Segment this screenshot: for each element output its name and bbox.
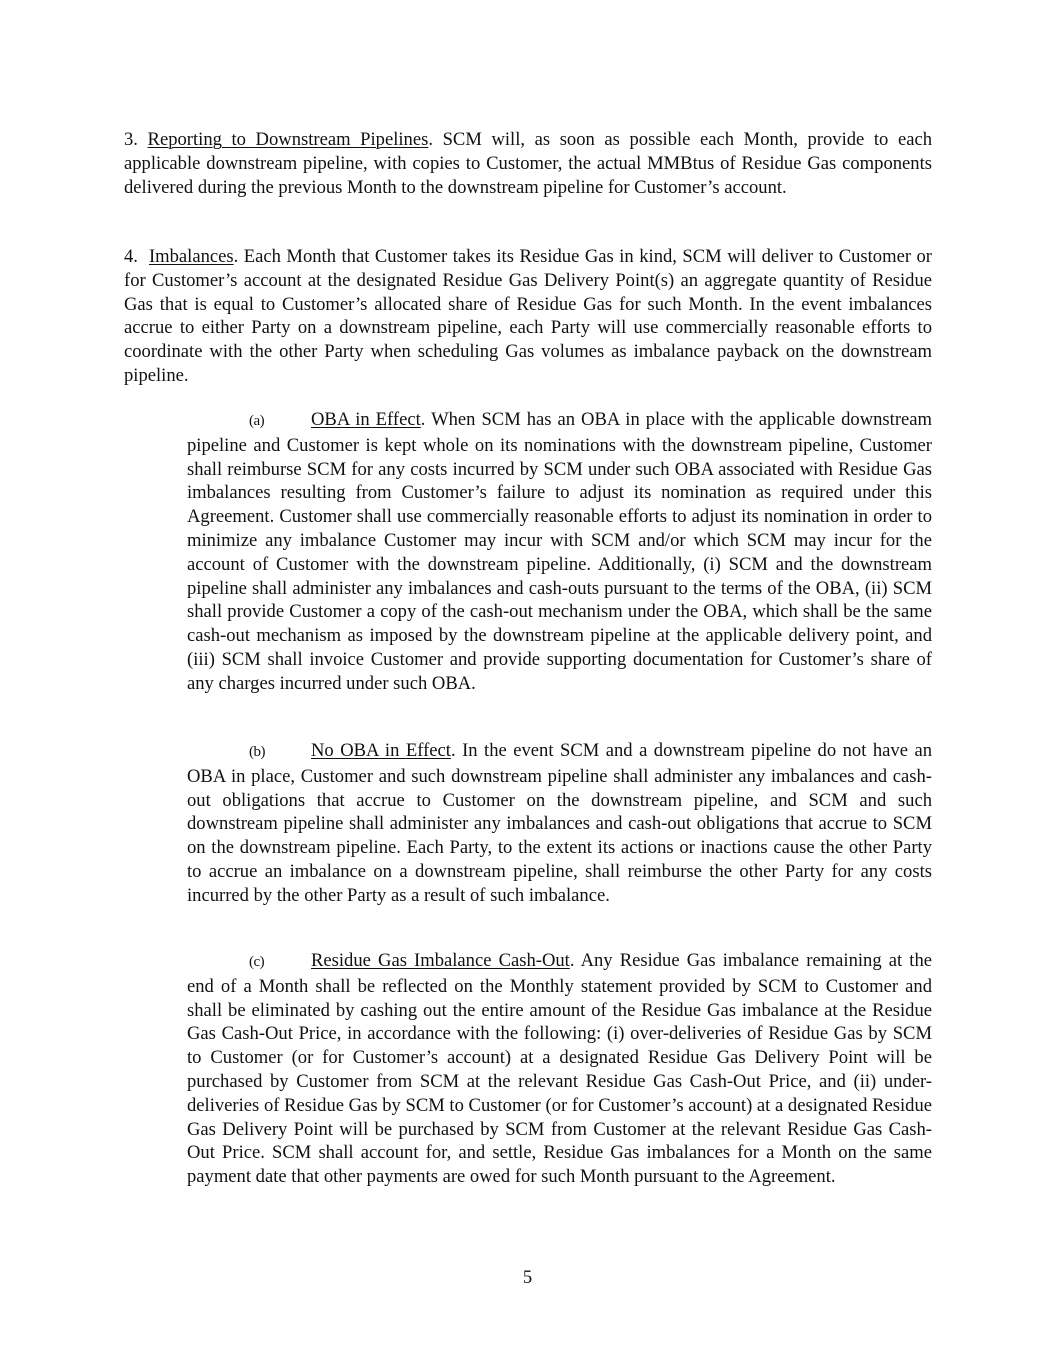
subsection-label: (b)	[249, 744, 265, 760]
subsection-label: (a)	[249, 413, 265, 429]
subsection-a-oba-in-effect	[187, 408, 932, 696]
section-3-reporting	[124, 128, 932, 199]
subsection-body: . When SCM has an OBA in place with the applicable downstream pipeline and Customer is kept whole on its nominations with the downstream pipeline, Customer shall reimburse SCM for any costs incurred by SCM under such OBA associated with Residue Gas imbalances resulting from Customer’s failure to adjust its nomination as required under this Agreement. Customer shall use commercially reasonable efforts to adjust its nomination in order to minimize any imbalance Customer may incur with SCM and/or which SCM may incur for the account of Customer with the downstream pipeline. Additionally, (i) SCM and the downstream pipeline shall administer any imbalances and cash-outs pursuant to the terms of the OBA, (ii) SCM shall provide Customer a copy of the cash-out mechanism under the OBA, which shall be the same cash-out mechanism as imposed by the downstream pipeline at the applicable delivery point, and (iii) SCM shall invoice Customer and provide supporting documentation for Customer’s share of any charges incurred under such OBA.	[187, 409, 932, 694]
subsection-body: . In the event SCM and a downstream pipeline do not have an OBA in place, Customer and such downstream pipeline shall administer any imbalances and cash-out obligations that accrue to Customer on the downstream pipeline, and SCM and such downstream pipeline shall administer any imbalances and cash-out obligations that accrue to SCM on the downstream pipeline. Each Party, to the extent its actions or inactions cause the other Party to accrue an imbalance on a downstream pipeline, shall reimburse the other Party for any costs incurred by the other Party as a result of such imbalance.	[187, 740, 932, 906]
subsection-c-cash-out	[187, 949, 932, 1189]
subsection-heading: No OBA in Effect	[311, 740, 451, 761]
subsection-heading: OBA in Effect	[311, 409, 421, 430]
section-4-imbalances	[124, 245, 932, 388]
section-body: . SCM will, as soon as possible each Month, provide to each applicable downstream pipeline, with copies to Customer, the actual MMBtus of Residue Gas components delivered during the previous Month to the downstream pipeline for Customer’s account.	[124, 129, 932, 198]
subsection-label: (c)	[249, 954, 265, 970]
section-heading: Imbalances	[148, 246, 234, 267]
section-body: . Each Month that Customer takes its Residue Gas in kind, SCM will deliver to Customer or for Customer’s account at the designated Residue Gas Delivery Point(s) an aggregate quantity of Residue Gas that is equal to Customer’s allocated share of Residue Gas for such Month. In the event imbalances accrue to either Party on a downstream pipeline, each Party will use commercially reasonable efforts to coordinate with the other Party when scheduling Gas volumes as imbalance payback on the downstream pipeline.	[124, 246, 932, 386]
page-number: 5	[522, 1267, 533, 1288]
subsection-b-no-oba-in-effect	[187, 739, 932, 908]
section-number: 4.	[124, 246, 138, 267]
subsection-body: . Any Residue Gas imbalance remaining at the end of a Month shall be reflected on the Monthly statement provided by SCM to Customer and shall be eliminated by cashing out the entire amount of the Residue Gas imbalance at the Residue Gas Cash-Out Price, in accordance with the following: (i) over-deliveries of Residue Gas by SCM to Customer (or for Customer’s account) at a designated Residue Gas Delivery Point will be purchased by Customer from SCM at the relevant Residue Gas Cash-Out Price, and (ii) under-deliveries of Residue Gas by SCM to Customer (or for Customer’s account) at a designated Residue Gas Delivery Point will be purchased by SCM from Customer at the relevant Residue Gas Cash-Out Price. SCM shall account for, and settle, Residue Gas imbalances for a Month on the same payment date that other payments are owed for such Month pursuant to the Agreement.	[187, 950, 932, 1188]
subsection-heading: Residue Gas Imbalance Cash-Out	[311, 950, 570, 971]
section-number: 3.	[124, 129, 138, 150]
section-heading: Reporting to Downstream Pipelines	[147, 129, 429, 150]
